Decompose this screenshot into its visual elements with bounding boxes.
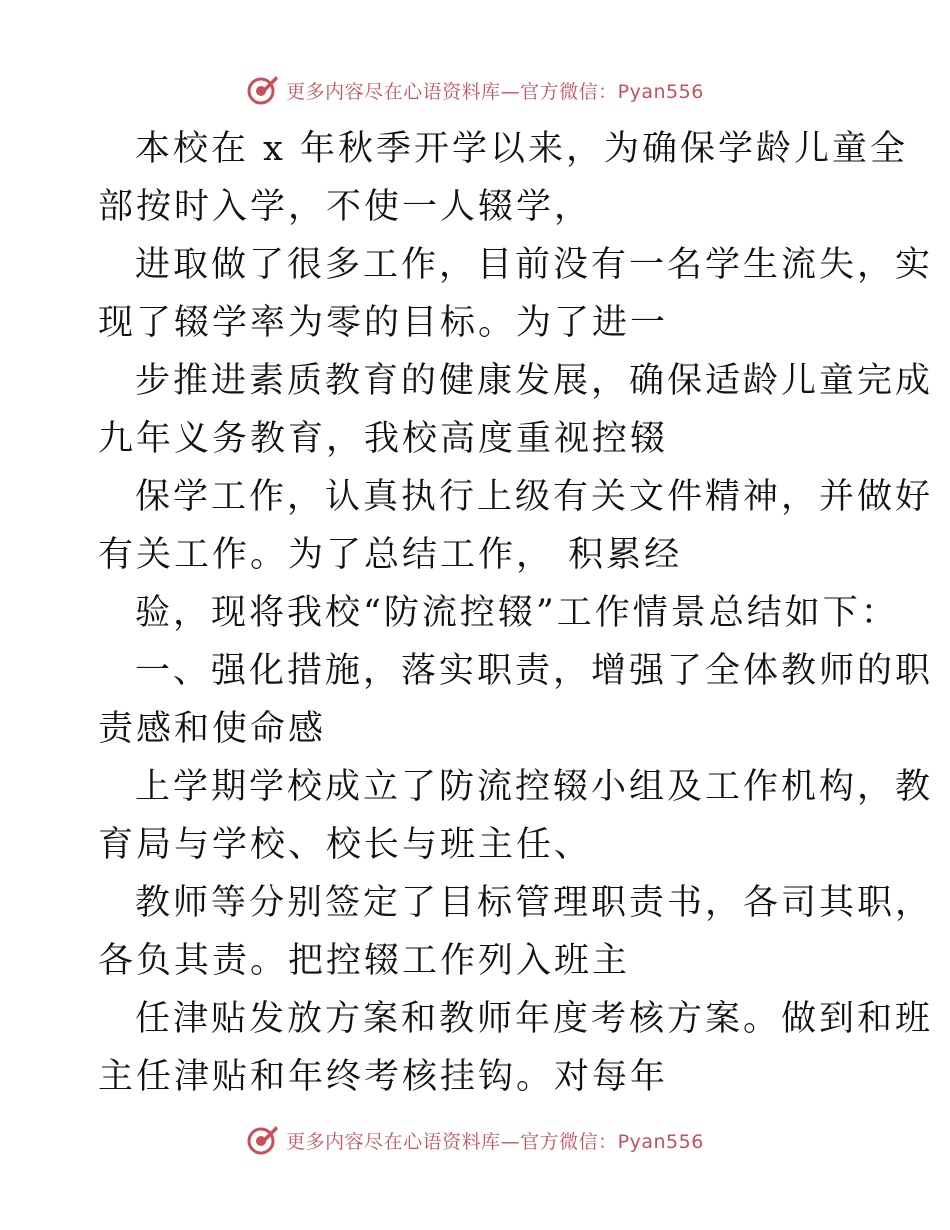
paragraph-line: 有关工作。为了总结工作， 积累经: [98, 535, 683, 575]
paragraph-line: 本校在 x 年秋季开学以来，为确保学龄儿童全: [135, 129, 908, 169]
paragraph: [98, 990, 934, 1106]
paragraph-line: 进取做了很多工作，目前没有一名学生流失，实: [135, 245, 934, 285]
paragraph-line: 责感和使命感: [98, 709, 327, 749]
header-banner: [0, 70, 950, 110]
header-banner-text: 更多内容尽在心语资料库—官方微信：Pyan556: [286, 80, 704, 103]
paragraph-line: 九年义务教育，我校高度重视控辍: [98, 419, 669, 459]
paragraph-line: 现了辍学率为零的目标。为了进一: [98, 303, 669, 343]
footer-banner-text: 更多内容尽在心语资料库—官方微信：Pyan556: [286, 1130, 704, 1153]
paragraph-line: 任津贴发放方案和教师年度考核方案。做到和班: [135, 999, 934, 1039]
paragraph-line: 部按时入学，不使一人辍学，: [98, 187, 593, 227]
paragraph-line: 育局与学校、校长与班主任、: [98, 825, 593, 865]
paragraph-line: 各负其责。把控辍工作列入班主: [98, 941, 631, 981]
footer-banner: [0, 1120, 950, 1160]
paragraph-line: 一、强化措施，落实职责，增强了全体教师的职: [135, 651, 934, 691]
paragraph: [98, 874, 934, 990]
paragraph-line: 主任津贴和年终考核挂钩。对每年: [98, 1057, 669, 1097]
quill-pen-circle-icon: [246, 73, 280, 107]
quill-pen-circle-icon: [246, 1123, 280, 1157]
paragraph: [98, 120, 908, 236]
paragraph: [98, 758, 934, 874]
paragraph: [98, 236, 934, 352]
paragraph-line: 教师等分别签定了目标管理职责书，各司其职，: [135, 883, 934, 923]
paragraph-line: 步推进素质教育的健康发展，确保适龄儿童完成: [135, 361, 934, 401]
document-body: [98, 120, 934, 1106]
paragraph: [98, 468, 934, 584]
paragraph-line: 保学工作，认真执行上级有关文件精神，并做好: [135, 477, 934, 517]
paragraph-line: 验，现将我校“防流控辍”工作情景总结如下：: [135, 593, 899, 633]
paragraph-line: 上学期学校成立了防流控辍小组及工作机构，教: [135, 767, 934, 807]
paragraph: [98, 642, 934, 758]
paragraph: [98, 352, 934, 468]
paragraph: [98, 584, 899, 642]
